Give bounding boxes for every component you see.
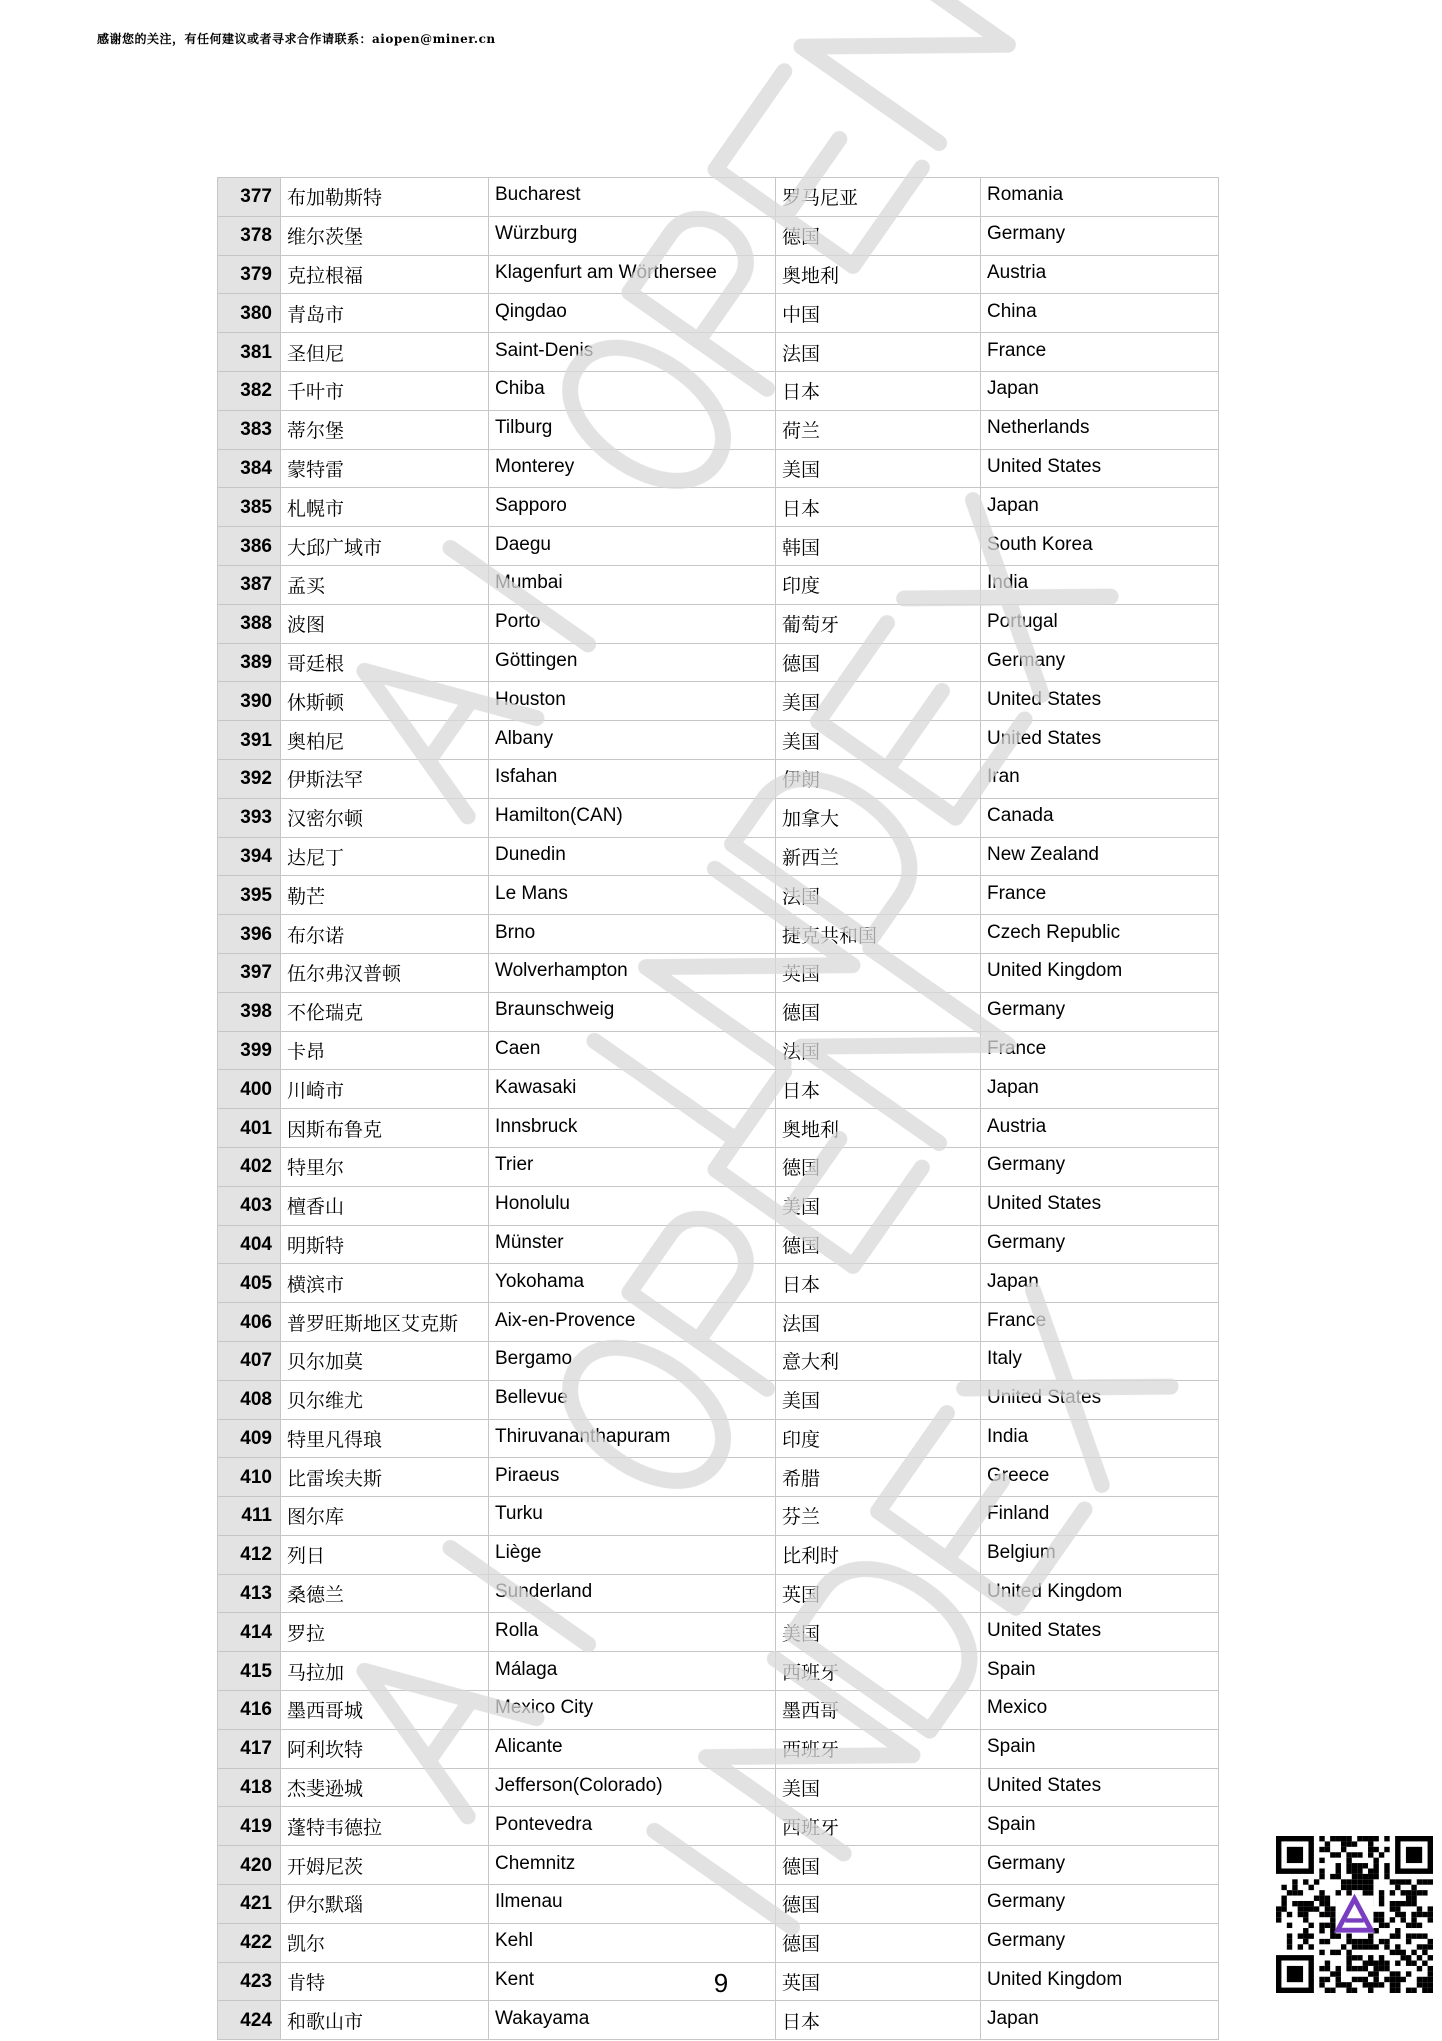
- city-chinese-cell: 卡昂: [281, 1031, 489, 1070]
- rank-cell: 411: [218, 1497, 281, 1536]
- rank-cell: 394: [218, 837, 281, 876]
- rank-cell: 388: [218, 604, 281, 643]
- city-english-cell: Tilburg: [489, 410, 776, 449]
- country-english-cell: France: [981, 1303, 1219, 1342]
- country-english-cell: United States: [981, 1186, 1219, 1225]
- table-row: [218, 1613, 1219, 1652]
- country-english-cell: Spain: [981, 1652, 1219, 1691]
- rank-cell: 403: [218, 1186, 281, 1225]
- country-english-cell: United States: [981, 1613, 1219, 1652]
- rank-cell: 423: [218, 1962, 281, 2001]
- rank-cell: 379: [218, 255, 281, 294]
- country-english-cell: United Kingdom: [981, 1574, 1219, 1613]
- city-chinese-cell: 贝尔维尤: [281, 1380, 489, 1419]
- city-chinese-cell: 维尔茨堡: [281, 216, 489, 255]
- table-row: [218, 759, 1219, 798]
- rank-cell: 399: [218, 1031, 281, 1070]
- country-english-cell: China: [981, 294, 1219, 333]
- rank-cell: 413: [218, 1574, 281, 1613]
- country-chinese-cell: 捷克共和国: [776, 915, 981, 954]
- country-chinese-cell: 德国: [776, 1923, 981, 1962]
- city-chinese-cell: 蓬特韦德拉: [281, 1807, 489, 1846]
- country-english-cell: Germany: [981, 643, 1219, 682]
- rank-cell: 409: [218, 1419, 281, 1458]
- rank-cell: 408: [218, 1380, 281, 1419]
- table-row: [218, 604, 1219, 643]
- city-chinese-cell: 克拉根福: [281, 255, 489, 294]
- rank-cell: 396: [218, 915, 281, 954]
- country-english-cell: Japan: [981, 371, 1219, 410]
- table-row: [218, 2001, 1219, 2040]
- city-english-cell: Sunderland: [489, 1574, 776, 1613]
- table-row: [218, 1109, 1219, 1148]
- city-english-cell: Aix-en-Provence: [489, 1303, 776, 1342]
- country-chinese-cell: 德国: [776, 1225, 981, 1264]
- header-contact-note: 感谢您的关注，有任何建议或者寻求合作请联系：aiopen@miner.cn: [97, 32, 496, 46]
- city-english-cell: Bucharest: [489, 178, 776, 217]
- table-row: [218, 1691, 1219, 1730]
- qr-code-icon: [1276, 1836, 1433, 1993]
- country-english-cell: United States: [981, 682, 1219, 721]
- table-row: [218, 1264, 1219, 1303]
- country-english-cell: South Korea: [981, 527, 1219, 566]
- table-row: [218, 1885, 1219, 1924]
- city-english-cell: Isfahan: [489, 759, 776, 798]
- country-chinese-cell: 日本: [776, 1264, 981, 1303]
- city-chinese-cell: 奥柏尼: [281, 721, 489, 760]
- table-row: [218, 565, 1219, 604]
- table-row: [218, 216, 1219, 255]
- rank-cell: 385: [218, 488, 281, 527]
- country-english-cell: France: [981, 876, 1219, 915]
- city-chinese-cell: 不伦瑞克: [281, 992, 489, 1031]
- table-row: [218, 721, 1219, 760]
- table-row: [218, 294, 1219, 333]
- city-chinese-cell: 开姆尼茨: [281, 1846, 489, 1885]
- country-english-cell: Greece: [981, 1458, 1219, 1497]
- city-chinese-cell: 和歌山市: [281, 2001, 489, 2040]
- country-english-cell: Germany: [981, 1846, 1219, 1885]
- city-chinese-cell: 达尼丁: [281, 837, 489, 876]
- city-english-cell: Ilmenau: [489, 1885, 776, 1924]
- table-row: [218, 1535, 1219, 1574]
- country-chinese-cell: 印度: [776, 565, 981, 604]
- country-english-cell: Finland: [981, 1497, 1219, 1536]
- city-english-cell: Chemnitz: [489, 1846, 776, 1885]
- table-row: [218, 1652, 1219, 1691]
- country-chinese-cell: 英国: [776, 1962, 981, 2001]
- rank-cell: 406: [218, 1303, 281, 1342]
- city-chinese-cell: 特里凡得琅: [281, 1419, 489, 1458]
- city-english-cell: Klagenfurt am Wörthersee: [489, 255, 776, 294]
- city-chinese-cell: 波图: [281, 604, 489, 643]
- country-english-cell: Canada: [981, 798, 1219, 837]
- table-row: [218, 1303, 1219, 1342]
- country-english-cell: United States: [981, 1768, 1219, 1807]
- city-english-cell: Göttingen: [489, 643, 776, 682]
- country-chinese-cell: 罗马尼亚: [776, 178, 981, 217]
- country-chinese-cell: 葡萄牙: [776, 604, 981, 643]
- city-chinese-cell: 图尔库: [281, 1497, 489, 1536]
- city-chinese-cell: 青岛市: [281, 294, 489, 333]
- city-english-cell: Braunschweig: [489, 992, 776, 1031]
- city-english-cell: Porto: [489, 604, 776, 643]
- city-chinese-cell: 阿利坎特: [281, 1729, 489, 1768]
- city-chinese-cell: 孟买: [281, 565, 489, 604]
- page-number: 9: [713, 1968, 729, 1998]
- table-row: [218, 1186, 1219, 1225]
- country-english-cell: New Zealand: [981, 837, 1219, 876]
- table-row: [218, 1923, 1219, 1962]
- country-chinese-cell: 德国: [776, 1885, 981, 1924]
- city-english-cell: Kawasaki: [489, 1070, 776, 1109]
- country-english-cell: Czech Republic: [981, 915, 1219, 954]
- country-chinese-cell: 英国: [776, 1574, 981, 1613]
- city-english-cell: Liège: [489, 1535, 776, 1574]
- table-row: [218, 643, 1219, 682]
- country-english-cell: Austria: [981, 255, 1219, 294]
- table-body: [218, 178, 1219, 2040]
- table-row: [218, 333, 1219, 372]
- rank-cell: 405: [218, 1264, 281, 1303]
- rank-cell: 380: [218, 294, 281, 333]
- rank-cell: 377: [218, 178, 281, 217]
- table-row: [218, 1225, 1219, 1264]
- rank-cell: 417: [218, 1729, 281, 1768]
- country-chinese-cell: 日本: [776, 1070, 981, 1109]
- city-english-cell: Daegu: [489, 527, 776, 566]
- table-row: [218, 1070, 1219, 1109]
- city-english-cell: Rolla: [489, 1613, 776, 1652]
- country-english-cell: India: [981, 1419, 1219, 1458]
- country-english-cell: Germany: [981, 1923, 1219, 1962]
- city-english-cell: Wolverhampton: [489, 953, 776, 992]
- table-row: [218, 488, 1219, 527]
- city-english-cell: Bellevue: [489, 1380, 776, 1419]
- city-chinese-cell: 伍尔弗汉普顿: [281, 953, 489, 992]
- table-row: [218, 1497, 1219, 1536]
- country-english-cell: Mexico: [981, 1691, 1219, 1730]
- country-chinese-cell: 法国: [776, 333, 981, 372]
- country-english-cell: Japan: [981, 1070, 1219, 1109]
- city-english-cell: Albany: [489, 721, 776, 760]
- watermark-letter: [801, 0, 1007, 143]
- country-chinese-cell: 比利时: [776, 1535, 981, 1574]
- city-english-cell: Mexico City: [489, 1691, 776, 1730]
- country-english-cell: Austria: [981, 1109, 1219, 1148]
- city-chinese-cell: 檀香山: [281, 1186, 489, 1225]
- rank-cell: 382: [218, 371, 281, 410]
- city-chinese-cell: 肯特: [281, 1962, 489, 2001]
- table-row: [218, 876, 1219, 915]
- rank-cell: 398: [218, 992, 281, 1031]
- city-english-cell: Hamilton(CAN): [489, 798, 776, 837]
- country-chinese-cell: 韩国: [776, 527, 981, 566]
- city-chinese-cell: 比雷埃夫斯: [281, 1458, 489, 1497]
- country-chinese-cell: 德国: [776, 216, 981, 255]
- city-english-cell: Brno: [489, 915, 776, 954]
- rank-cell: 410: [218, 1458, 281, 1497]
- city-english-cell: Trier: [489, 1147, 776, 1186]
- city-chinese-cell: 大邱广域市: [281, 527, 489, 566]
- country-english-cell: United States: [981, 449, 1219, 488]
- country-chinese-cell: 意大利: [776, 1341, 981, 1380]
- country-english-cell: United Kingdom: [981, 1962, 1219, 2001]
- city-chinese-cell: 布加勒斯特: [281, 178, 489, 217]
- city-ranking-table: [217, 177, 1219, 2040]
- table-row: [218, 1962, 1219, 2001]
- country-chinese-cell: 西班牙: [776, 1729, 981, 1768]
- city-chinese-cell: 布尔诺: [281, 915, 489, 954]
- city-english-cell: Monterey: [489, 449, 776, 488]
- country-chinese-cell: 美国: [776, 1768, 981, 1807]
- city-chinese-cell: 因斯布鲁克: [281, 1109, 489, 1148]
- table-row: [218, 1846, 1219, 1885]
- city-chinese-cell: 休斯顿: [281, 682, 489, 721]
- country-chinese-cell: 美国: [776, 1380, 981, 1419]
- city-chinese-cell: 桑德兰: [281, 1574, 489, 1613]
- table-row: [218, 953, 1219, 992]
- rank-cell: 393: [218, 798, 281, 837]
- country-chinese-cell: 德国: [776, 992, 981, 1031]
- rank-cell: 386: [218, 527, 281, 566]
- country-chinese-cell: 奥地利: [776, 1109, 981, 1148]
- country-chinese-cell: 美国: [776, 682, 981, 721]
- country-english-cell: United States: [981, 721, 1219, 760]
- table-row: [218, 410, 1219, 449]
- rank-cell: 414: [218, 1613, 281, 1652]
- country-english-cell: Netherlands: [981, 410, 1219, 449]
- rank-cell: 387: [218, 565, 281, 604]
- table-row: [218, 915, 1219, 954]
- country-chinese-cell: 奥地利: [776, 255, 981, 294]
- rank-cell: 397: [218, 953, 281, 992]
- table-row: [218, 1341, 1219, 1380]
- country-chinese-cell: 德国: [776, 1846, 981, 1885]
- country-english-cell: Spain: [981, 1807, 1219, 1846]
- city-english-cell: Saint-Denis: [489, 333, 776, 372]
- city-chinese-cell: 杰斐逊城: [281, 1768, 489, 1807]
- city-chinese-cell: 伊尔默瑙: [281, 1885, 489, 1924]
- city-english-cell: Bergamo: [489, 1341, 776, 1380]
- city-chinese-cell: 明斯特: [281, 1225, 489, 1264]
- country-english-cell: Germany: [981, 1885, 1219, 1924]
- rank-cell: 421: [218, 1885, 281, 1924]
- city-english-cell: Houston: [489, 682, 776, 721]
- table-row: [218, 1768, 1219, 1807]
- table-row: [218, 992, 1219, 1031]
- city-english-cell: Le Mans: [489, 876, 776, 915]
- country-chinese-cell: 希腊: [776, 1458, 981, 1497]
- country-english-cell: Germany: [981, 992, 1219, 1031]
- rank-cell: 420: [218, 1846, 281, 1885]
- country-chinese-cell: 西班牙: [776, 1807, 981, 1846]
- city-english-cell: Chiba: [489, 371, 776, 410]
- rank-cell: 392: [218, 759, 281, 798]
- table-row: [218, 255, 1219, 294]
- rank-cell: 389: [218, 643, 281, 682]
- city-chinese-cell: 札幌市: [281, 488, 489, 527]
- rank-cell: 400: [218, 1070, 281, 1109]
- country-english-cell: Spain: [981, 1729, 1219, 1768]
- country-chinese-cell: 加拿大: [776, 798, 981, 837]
- country-chinese-cell: 法国: [776, 876, 981, 915]
- table-row: [218, 1458, 1219, 1497]
- country-chinese-cell: 伊朗: [776, 759, 981, 798]
- city-chinese-cell: 特里尔: [281, 1147, 489, 1186]
- city-chinese-cell: 贝尔加莫: [281, 1341, 489, 1380]
- country-chinese-cell: 日本: [776, 488, 981, 527]
- country-chinese-cell: 墨西哥: [776, 1691, 981, 1730]
- rank-cell: 412: [218, 1535, 281, 1574]
- city-english-cell: Kent: [489, 1962, 776, 2001]
- city-chinese-cell: 罗拉: [281, 1613, 489, 1652]
- country-chinese-cell: 美国: [776, 449, 981, 488]
- city-english-cell: Thiruvananthapuram: [489, 1419, 776, 1458]
- rank-cell: 402: [218, 1147, 281, 1186]
- table-row: [218, 837, 1219, 876]
- country-english-cell: Iran: [981, 759, 1219, 798]
- country-chinese-cell: 日本: [776, 2001, 981, 2040]
- table-row: [218, 1419, 1219, 1458]
- city-chinese-cell: 川崎市: [281, 1070, 489, 1109]
- table-row: [218, 682, 1219, 721]
- rank-cell: 381: [218, 333, 281, 372]
- city-english-cell: Mumbai: [489, 565, 776, 604]
- country-english-cell: Germany: [981, 1147, 1219, 1186]
- country-english-cell: India: [981, 565, 1219, 604]
- city-english-cell: Yokohama: [489, 1264, 776, 1303]
- country-english-cell: France: [981, 333, 1219, 372]
- country-chinese-cell: 新西兰: [776, 837, 981, 876]
- city-chinese-cell: 蒙特雷: [281, 449, 489, 488]
- city-english-cell: Caen: [489, 1031, 776, 1070]
- country-chinese-cell: 芬兰: [776, 1497, 981, 1536]
- country-chinese-cell: 印度: [776, 1419, 981, 1458]
- city-chinese-cell: 汉密尔顿: [281, 798, 489, 837]
- country-english-cell: United Kingdom: [981, 953, 1219, 992]
- table-row: [218, 371, 1219, 410]
- city-english-cell: Würzburg: [489, 216, 776, 255]
- city-english-cell: Innsbruck: [489, 1109, 776, 1148]
- table-row: [218, 1574, 1219, 1613]
- country-chinese-cell: 日本: [776, 371, 981, 410]
- country-english-cell: Germany: [981, 1225, 1219, 1264]
- city-chinese-cell: 墨西哥城: [281, 1691, 489, 1730]
- country-english-cell: Germany: [981, 216, 1219, 255]
- country-english-cell: Japan: [981, 2001, 1219, 2040]
- rank-cell: 415: [218, 1652, 281, 1691]
- country-english-cell: Japan: [981, 1264, 1219, 1303]
- country-chinese-cell: 德国: [776, 1147, 981, 1186]
- country-chinese-cell: 西班牙: [776, 1652, 981, 1691]
- table-row: [218, 527, 1219, 566]
- city-chinese-cell: 横滨市: [281, 1264, 489, 1303]
- table-row: [218, 1031, 1219, 1070]
- city-chinese-cell: 圣但尼: [281, 333, 489, 372]
- country-chinese-cell: 美国: [776, 721, 981, 760]
- table-row: [218, 1729, 1219, 1768]
- city-english-cell: Kehl: [489, 1923, 776, 1962]
- country-chinese-cell: 美国: [776, 1613, 981, 1652]
- city-chinese-cell: 哥廷根: [281, 643, 489, 682]
- rank-cell: 422: [218, 1923, 281, 1962]
- country-chinese-cell: 英国: [776, 953, 981, 992]
- rank-cell: 391: [218, 721, 281, 760]
- country-english-cell: Japan: [981, 488, 1219, 527]
- table-row: [218, 449, 1219, 488]
- city-english-cell: Münster: [489, 1225, 776, 1264]
- rank-cell: 404: [218, 1225, 281, 1264]
- city-english-cell: Turku: [489, 1497, 776, 1536]
- city-english-cell: Wakayama: [489, 2001, 776, 2040]
- city-english-cell: Alicante: [489, 1729, 776, 1768]
- rank-cell: 419: [218, 1807, 281, 1846]
- country-chinese-cell: 中国: [776, 294, 981, 333]
- city-english-cell: Honolulu: [489, 1186, 776, 1225]
- country-english-cell: Romania: [981, 178, 1219, 217]
- country-chinese-cell: 德国: [776, 643, 981, 682]
- city-english-cell: Sapporo: [489, 488, 776, 527]
- table-row: [218, 1807, 1219, 1846]
- country-chinese-cell: 荷兰: [776, 410, 981, 449]
- city-chinese-cell: 蒂尔堡: [281, 410, 489, 449]
- rank-cell: 383: [218, 410, 281, 449]
- country-english-cell: France: [981, 1031, 1219, 1070]
- city-english-cell: Qingdao: [489, 294, 776, 333]
- rank-cell: 407: [218, 1341, 281, 1380]
- rank-cell: 378: [218, 216, 281, 255]
- city-chinese-cell: 勒芒: [281, 876, 489, 915]
- rank-cell: 418: [218, 1768, 281, 1807]
- rank-cell: 384: [218, 449, 281, 488]
- city-chinese-cell: 普罗旺斯地区艾克斯: [281, 1303, 489, 1342]
- rank-cell: 395: [218, 876, 281, 915]
- rank-cell: 416: [218, 1691, 281, 1730]
- city-english-cell: Jefferson(Colorado): [489, 1768, 776, 1807]
- city-chinese-cell: 凯尔: [281, 1923, 489, 1962]
- country-chinese-cell: 法国: [776, 1303, 981, 1342]
- country-chinese-cell: 法国: [776, 1031, 981, 1070]
- city-chinese-cell: 伊斯法罕: [281, 759, 489, 798]
- table-row: [218, 1147, 1219, 1186]
- rank-cell: 401: [218, 1109, 281, 1148]
- country-english-cell: Belgium: [981, 1535, 1219, 1574]
- city-chinese-cell: 千叶市: [281, 371, 489, 410]
- city-english-cell: Dunedin: [489, 837, 776, 876]
- rank-cell: 424: [218, 2001, 281, 2040]
- city-chinese-cell: 列日: [281, 1535, 489, 1574]
- country-chinese-cell: 美国: [776, 1186, 981, 1225]
- city-english-cell: Piraeus: [489, 1458, 776, 1497]
- rank-cell: 390: [218, 682, 281, 721]
- country-english-cell: Portugal: [981, 604, 1219, 643]
- table-row: [218, 798, 1219, 837]
- city-english-cell: Pontevedra: [489, 1807, 776, 1846]
- city-english-cell: Málaga: [489, 1652, 776, 1691]
- table-row: [218, 1380, 1219, 1419]
- table-row: [218, 178, 1219, 217]
- country-english-cell: United States: [981, 1380, 1219, 1419]
- country-english-cell: Italy: [981, 1341, 1219, 1380]
- city-chinese-cell: 马拉加: [281, 1652, 489, 1691]
